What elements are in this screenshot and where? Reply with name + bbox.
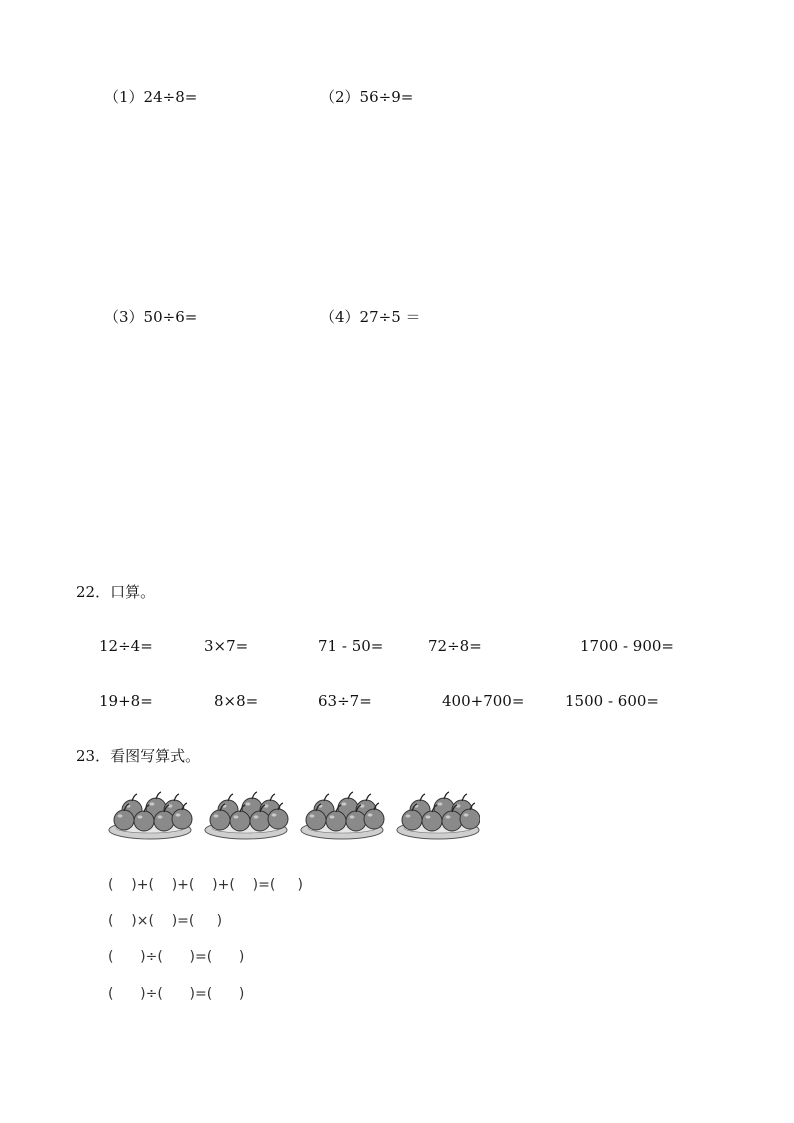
apple-highlight: [176, 813, 181, 816]
apple-icon: [250, 811, 270, 831]
q22-row1-item-3: 71 - 50=: [318, 637, 384, 655]
apple-icon: [268, 809, 288, 829]
apple-highlight: [368, 813, 373, 816]
q21-item-1: （1）24÷8=: [104, 88, 198, 106]
apple-icon: [364, 809, 384, 829]
q22-row1-item-2: 3×7=: [204, 637, 249, 655]
q21-item-2: （2）56÷9=: [320, 88, 414, 106]
q21-item-4: （4）27÷5 ＝: [320, 308, 421, 326]
q21-item-3: （3）50÷6=: [104, 308, 198, 326]
apple-highlight: [138, 815, 143, 818]
apple-highlight: [214, 814, 219, 817]
q22-row2-item-5: 1500 - 600=: [565, 692, 659, 710]
q22-row2-item-2: 8×8=: [214, 692, 259, 710]
apple-plate: [205, 792, 288, 839]
apple-plate: [301, 792, 384, 839]
apple-icon: [134, 811, 154, 831]
apple-highlight: [310, 814, 315, 817]
apple-icon: [460, 809, 480, 829]
q22-row1-item-1: 12÷4=: [99, 637, 153, 655]
apple-highlight: [350, 815, 355, 818]
apple-highlight: [254, 815, 259, 818]
apple-highlight: [406, 814, 411, 817]
apple-highlight: [246, 802, 251, 805]
apple-highlight: [464, 813, 469, 816]
apple-icon: [172, 809, 192, 829]
apple-plate: [109, 792, 192, 839]
q22-row2-item-1: 19+8=: [99, 692, 153, 710]
apple-highlight: [342, 802, 347, 805]
apple-icon: [114, 810, 134, 830]
apple-highlight: [118, 814, 123, 817]
apple-icon: [346, 811, 366, 831]
apple-icon: [306, 810, 326, 830]
apple-highlight: [234, 815, 239, 818]
q23-line-division-2: ( )÷( )=( ): [108, 986, 245, 1002]
apple-icon: [326, 811, 346, 831]
q22-row1-item-5: 1700 - 900=: [580, 637, 674, 655]
apple-icon: [422, 811, 442, 831]
apple-highlight: [272, 813, 277, 816]
q23-line-division-1: ( )÷( )=( ): [108, 949, 245, 965]
apple-highlight: [330, 815, 335, 818]
apple-icon: [442, 811, 462, 831]
apple-icon: [154, 811, 174, 831]
apple-highlight: [426, 815, 431, 818]
q23-line-addition: ( )+( )+( )+( )=( ): [108, 877, 303, 893]
q22-row2-item-3: 63÷7=: [318, 692, 372, 710]
q22-row1-item-4: 72÷8=: [428, 637, 482, 655]
apple-icon: [210, 810, 230, 830]
q22-row2-item-4: 400+700=: [442, 692, 525, 710]
apple-highlight: [150, 802, 155, 805]
apple-highlight: [446, 815, 451, 818]
apple-plates-illustration: [108, 790, 480, 846]
apple-highlight: [158, 815, 163, 818]
apple-highlight: [438, 802, 443, 805]
q23-line-multiplication: ( )×( )=( ): [108, 913, 223, 929]
apple-plate: [397, 792, 480, 839]
q23-title: 23．看图写算式。: [76, 747, 201, 765]
q22-title: 22．口算。: [76, 583, 156, 601]
apple-icon: [230, 811, 250, 831]
apple-icon: [402, 810, 422, 830]
